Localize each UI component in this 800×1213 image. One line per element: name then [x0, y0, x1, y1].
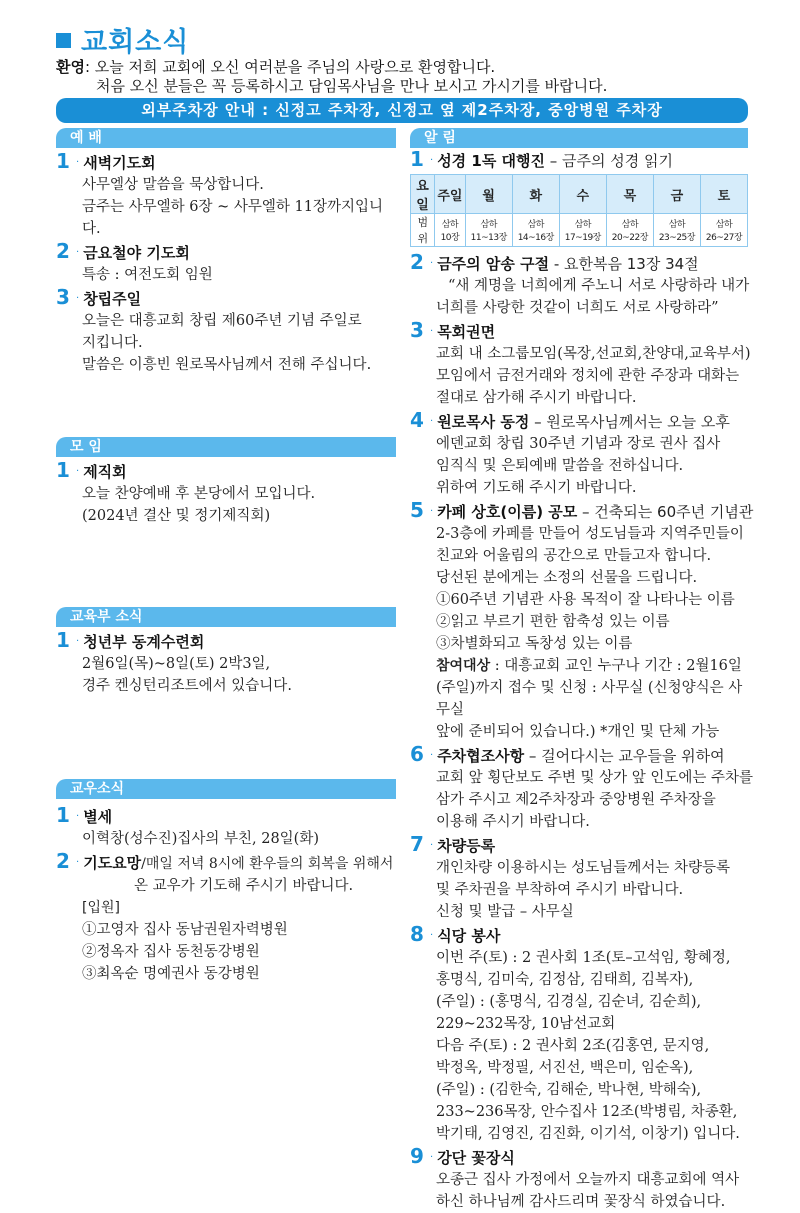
welcome-text-1: : 오늘 저희 교회에 오신 여러분을 주님의 사랑으로 환영합니다. [84, 58, 496, 76]
item-title-rest: – 금주의 성경 읽기 [545, 152, 674, 170]
item-number: 7 [410, 832, 424, 856]
notice-item-8 [410, 923, 755, 947]
body-line: 신청 및 발급 – 사무실 [436, 904, 574, 920]
item-number: 2 [56, 239, 70, 263]
table-cell: 삼하 10장 [435, 214, 466, 247]
item-number: 1 [56, 458, 70, 482]
dot-icon: · [430, 155, 434, 166]
table-cell: 삼하 23~25장 [653, 214, 700, 247]
table-cell: 수 [559, 175, 606, 214]
item-title: 제직회 [83, 463, 127, 481]
welcome-line-2: 처음 오신 분들은 꼭 등록하시고 담임목사님을 만나 보시고 가시기를 바랍니다. [96, 77, 608, 95]
members-item-2-body [56, 875, 406, 985]
welcome-line-1 [56, 58, 607, 77]
notices-section [410, 148, 755, 1213]
item-number: 2 [410, 250, 424, 274]
notice-item-2-body [410, 275, 755, 319]
item-title: 기도요망 [83, 854, 142, 872]
worship-item-1-body [56, 174, 401, 240]
item-title: 창립주일 [83, 290, 142, 308]
body-line: 2-3층에 카페를 만들어 성도님들과 지역주민들이 [436, 526, 744, 542]
item-number: 1 [410, 147, 424, 171]
body-line: “새 계명을 너희에게 주노니 서로 사랑하라 내가 [448, 278, 750, 294]
body-line: 박정옥, 박정필, 서진선, 백은미, 임순옥), [436, 1060, 694, 1076]
notice-item-2 [410, 251, 755, 275]
apply-label: 참여대상 [436, 658, 491, 674]
body-line: 오늘은 대흥교회 창립 제60주년 기념 주일로 [82, 313, 362, 329]
body-line: 지킵니다. [82, 335, 143, 351]
item-number: 8 [410, 922, 424, 946]
body-line: 박기태, 김영진, 김진화, 이기석, 이창기) 입니다. [436, 1126, 740, 1142]
notice-item-7 [410, 833, 755, 857]
item-number: 1 [56, 628, 70, 652]
table-cell: 토 [700, 175, 747, 214]
dot-icon: · [430, 326, 434, 337]
item-title-rest: – 원로목사님께서는 오늘 오후 [529, 413, 730, 431]
square-bullet-icon [56, 33, 71, 48]
worship-item-2-body [56, 264, 401, 286]
notice-item-1 [410, 148, 755, 172]
table-cell: 월 [465, 175, 512, 214]
notice-item-5 [410, 499, 755, 523]
body-line: 229~232목장, 10남선교회 [436, 1016, 616, 1032]
body-line: 앞에 준비되어 있습니다.) *개인 및 단체 가능 [436, 724, 720, 740]
section-header-members: 교우소식 [56, 779, 396, 799]
body-line: 이번 주(토) : 2 권사회 1조(토–고석임, 황혜정, [436, 950, 731, 966]
page-title-text: 교회소식 [81, 27, 190, 58]
dot-icon: · [430, 416, 434, 427]
dot-icon: · [430, 750, 434, 761]
hospital-line: ①고영자 집사 동남권원자력병원 [82, 922, 288, 938]
body-line: 경주 켄싱턴리조트에서 있습니다. [82, 678, 292, 694]
body-line: ①60주년 기념관 사용 목적이 잘 나타나는 이름 [436, 592, 735, 608]
body-line: ②읽고 부르기 편한 함축성 있는 이름 [436, 614, 670, 630]
table-cell: 삼하 17~19장 [559, 214, 606, 247]
welcome-block [56, 58, 607, 96]
worship-item-3 [56, 286, 401, 310]
item-title: 목회권면 [437, 323, 496, 341]
page-title [56, 20, 189, 59]
worship-item-3-body [56, 310, 401, 376]
hospital-line: ③최옥순 명예권사 동강병원 [82, 966, 260, 982]
table-cell: 금 [653, 175, 700, 214]
dot-icon: · [430, 1152, 434, 1163]
members-item-1 [56, 804, 406, 828]
notice-item-3-body [410, 343, 755, 409]
worship-item-1 [56, 150, 401, 174]
notice-item-8-body [410, 947, 755, 1145]
body-line: 233~236목장, 안수집사 12조(박병림, 차종환, [436, 1104, 738, 1120]
dot-icon: · [76, 857, 80, 868]
item-number: 3 [410, 318, 424, 342]
section-header-education: 교육부 소식 [56, 607, 396, 627]
body-line: (주일) : (홍명식, 김경실, 김순녀, 김순희), [436, 994, 702, 1010]
bible-reading-table [410, 174, 748, 247]
admitted-label: [입원] [82, 900, 120, 916]
education-section [56, 629, 401, 697]
item-title: 성경 1독 대행진 [437, 152, 546, 170]
notice-item-6 [410, 743, 755, 767]
notice-item-4-body [410, 433, 755, 499]
body-line: (주일)까지 접수 및 신청 : 사무실 (신청양식은 사무실 [436, 680, 743, 718]
item-title: 청년부 동계수련회 [83, 633, 205, 651]
body-line: 온 교우가 기도해 주시기 바랍니다. [134, 878, 354, 894]
item-number: 3 [56, 285, 70, 309]
apply-line [436, 655, 755, 677]
notice-item-3 [410, 319, 755, 343]
body-line: 오종근 집사 가정에서 오늘까지 대흥교회에 역사 [436, 1172, 740, 1188]
item-title: 식당 봉사 [437, 927, 501, 945]
meeting-section [56, 459, 401, 527]
dot-icon: · [76, 811, 80, 822]
item-number: 2 [56, 849, 70, 873]
hospital-line: ②정옥자 집사 동천동강병원 [82, 944, 260, 960]
dot-icon: · [430, 506, 434, 517]
table-cell: 목 [606, 175, 653, 214]
item-title: 원로목사 동정 [437, 413, 530, 431]
table-cell: 요일 [411, 175, 435, 214]
body-line: (2024년 결산 및 정기제직회) [82, 508, 271, 524]
meeting-item-1 [56, 459, 401, 483]
dot-icon: · [430, 840, 434, 851]
notice-item-9-body [410, 1169, 755, 1213]
body-line: 임직식 및 은퇴예배 말씀을 전하십니다. [436, 458, 684, 474]
item-title-rest: – 건축되는 60주년 기념관 [577, 503, 754, 521]
body-line: 특송 : 여전도회 임원 [82, 267, 213, 283]
body-line: 교회 내 소그룹모임(목장,선교회,찬양대,교육부서) [436, 346, 751, 362]
table-cell: 삼하 20~22장 [606, 214, 653, 247]
item-number: 5 [410, 498, 424, 522]
body-line: 교회 앞 횡단보도 주변 및 상가 앞 인도에는 주차를 [436, 770, 754, 786]
item-title-rest: – 걸어다시는 교우들을 위하여 [524, 747, 725, 765]
education-item-1-body [56, 653, 401, 697]
dot-icon: · [76, 636, 80, 647]
table-header-row [411, 175, 748, 214]
body-line: 위하여 기도해 주시기 바랍니다. [436, 480, 637, 496]
item-number: 4 [410, 408, 424, 432]
body-line: : 대흥교회 교인 누구나 기간 : 2월16일 [490, 658, 742, 674]
body-line: 사무엘상 말씀을 묵상합니다. [82, 177, 264, 193]
body-line: (주일) : (김한숙, 김해순, 박나현, 박해숙), [436, 1082, 702, 1098]
table-row [411, 214, 748, 247]
section-header-worship: 예 배 [56, 128, 396, 148]
body-line: 다음 주(토) : 2 권사회 2조(김홍연, 문지영, [436, 1038, 710, 1054]
body-line: 모임에서 금전거래와 정치에 관한 주장과 대화는 [436, 368, 740, 384]
worship-section [56, 150, 401, 376]
section-header-meeting: 모 임 [56, 437, 396, 457]
body-line: 하신 하나님께 감사드리며 꽃장식 하였습니다. [436, 1194, 726, 1210]
item-title-rest: - 요한복음 13장 34절 [549, 255, 699, 273]
item-title: 카페 상호(이름) 공모 [437, 503, 578, 521]
item-title: 강단 꽃장식 [437, 1149, 515, 1167]
body-line: 금주는 사무엘하 6장 ~ 사무엘하 11장까지입니다. [82, 199, 383, 237]
notice-item-6-body [410, 767, 755, 833]
dot-icon: · [76, 157, 80, 168]
body-line: 이용해 주시기 바랍니다. [436, 814, 590, 830]
body-line: 오늘 찬양예배 후 본당에서 모입니다. [82, 486, 316, 502]
body-line: 삼가 주시고 제2주차장과 중앙병원 주차장을 [436, 792, 716, 808]
members-section [56, 804, 406, 985]
dot-icon: · [76, 466, 80, 477]
body-line: 개인차량 이용하시는 성도님들께서는 차량등록 [436, 860, 730, 876]
members-item-2 [56, 850, 406, 875]
meeting-item-1-body [56, 483, 401, 527]
notice-item-7-body [410, 857, 755, 923]
table-cell: 주일 [435, 175, 466, 214]
dot-icon: · [76, 293, 80, 304]
table-cell: 범위 [411, 214, 435, 247]
item-number: 6 [410, 742, 424, 766]
item-number: 1 [56, 149, 70, 173]
body-line: 너희를 사랑한 것같이 너희도 서로 사랑하라” [436, 300, 719, 316]
notice-item-5-body [410, 523, 755, 743]
item-number: 9 [410, 1144, 424, 1168]
body-line: 에덴교회 창립 30주년 기념과 장로 권사 집사 [436, 436, 721, 452]
body-line: 말씀은 이흥빈 원로목사님께서 전해 주십니다. [82, 357, 372, 373]
table-cell: 삼하 26~27장 [700, 214, 747, 247]
parking-banner: 외부주차장 안내 : 신정고 주차장, 신정고 옆 제2주차장, 중앙병원 주차장 [56, 98, 748, 123]
item-title: 새벽기도회 [83, 154, 156, 172]
notice-item-9 [410, 1145, 755, 1169]
table-cell: 화 [512, 175, 559, 214]
item-title: 금요철야 기도회 [83, 244, 190, 262]
item-title: 금주의 암송 구절 [437, 255, 550, 273]
item-title-rest: /매일 저녁 8시에 환우들의 회복을 위해서 [141, 856, 394, 872]
body-line: 및 주차권을 부착하여 주시기 바랍니다. [436, 882, 684, 898]
members-item-1-body [56, 828, 406, 850]
dot-icon: · [430, 930, 434, 941]
table-cell: 삼하 11~13장 [465, 214, 512, 247]
body-line: 홍명식, 김미숙, 김정삼, 김태희, 김복자), [436, 972, 694, 988]
dot-icon: · [430, 258, 434, 269]
body-line: 이혁창(성수진)집사의 부친, 28일(화) [82, 831, 319, 847]
item-number: 1 [56, 803, 70, 827]
body-line: 절대로 삼가해 주시기 바랍니다. [436, 390, 637, 406]
body-line: 당선된 분에게는 소정의 선물을 드립니다. [436, 570, 698, 586]
dot-icon: · [76, 247, 80, 258]
body-line: 친교와 어울림의 공간으로 만들고자 합니다. [436, 548, 712, 564]
body-line: 2월6일(목)~8일(토) 2박3일, [82, 656, 271, 672]
notice-item-4 [410, 409, 755, 433]
worship-item-2 [56, 240, 401, 264]
table-cell: 삼하 14~16장 [512, 214, 559, 247]
body-line: ③차별화되고 독창성 있는 이름 [436, 636, 633, 652]
item-title: 주차협조사항 [437, 747, 525, 765]
welcome-label: 환영 [56, 58, 85, 76]
education-item-1 [56, 629, 401, 653]
item-title: 차량등록 [437, 837, 496, 855]
item-title: 별세 [83, 808, 113, 826]
section-header-notices: 알 림 [410, 128, 748, 148]
